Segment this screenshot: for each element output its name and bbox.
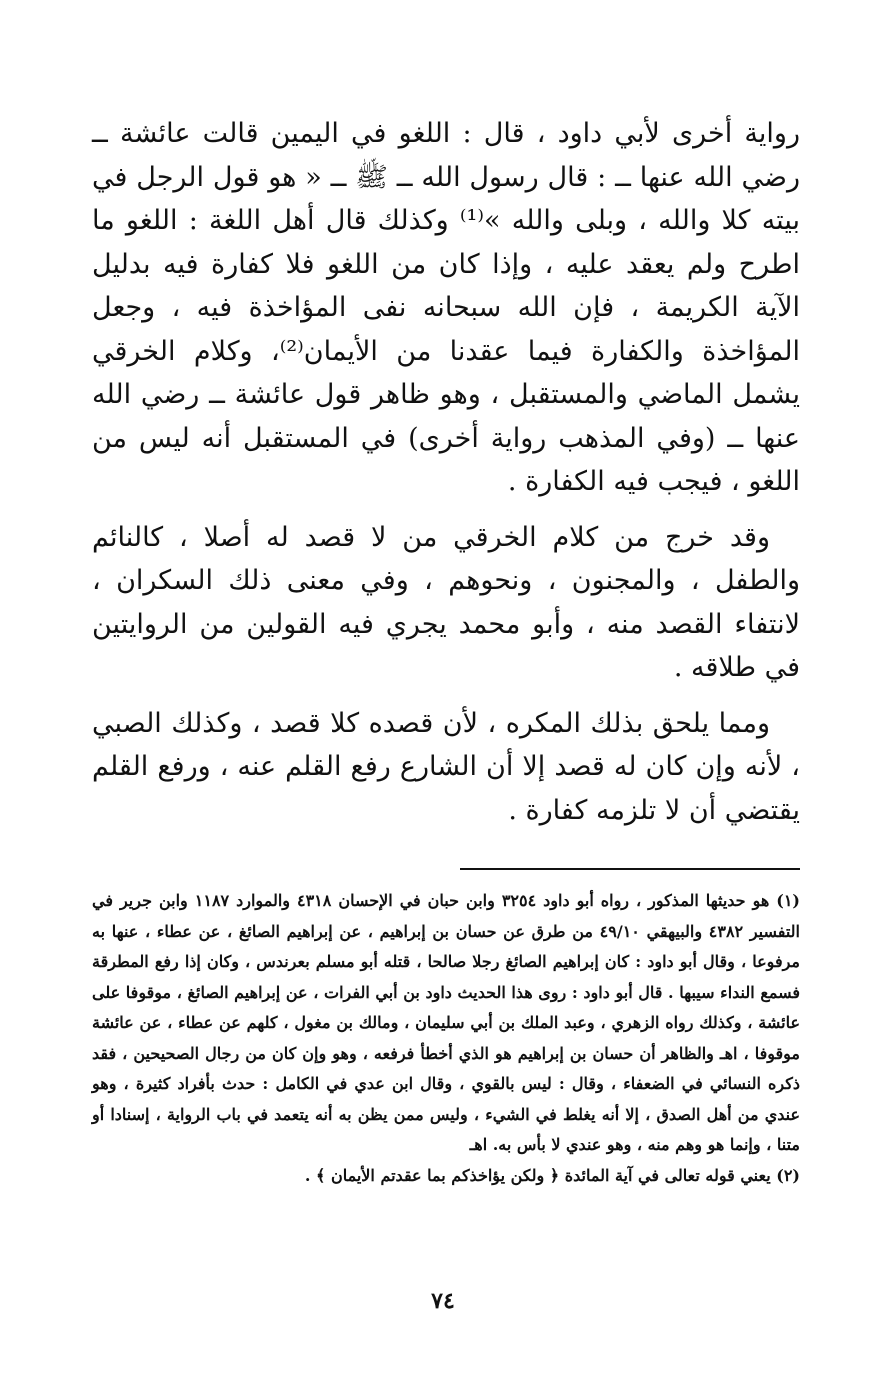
footnotes: [92, 886, 800, 1191]
footnote-2: (٢) يعني قوله تعالى في آية المائدة ﴿ ولكن يؤاخذكم بما عقدتم الأيمان ﴾ .: [304, 1165, 800, 1185]
paragraph: رواية أخرى لأبي داود ، قال : اللغو في اليمين قالت عائشة ــ رضي الله عنها ــ : قال رسول الله ــ ﷺ ــ « هو قول الرجل في بيته كلا والله ، وبلى والله »⁽¹⁾ وكذلك قال أهل اللغة : اللغو ما اطرح ولم يعقد عليه ، وإذا كان من اللغو فلا كفارة فيه بدليل الآية الكريمة ، فإن الله سبحانه نفى المؤاخذة فيه ، وجعل المؤاخذة والكفارة فيما عقدنا من الأيمان⁽²⁾، وكلام الخرقي يشمل الماضي والمستقبل ، وهو ظاهر قول عائشة ــ رضي الله عنها ــ (وفي المذهب رواية أخرى) في المستقبل أنه ليس من اللغو ، فيجب فيه الكفارة .: [92, 118, 800, 497]
page-number: ٧٤: [431, 1288, 455, 1314]
paragraph: وقد خرج من كلام الخرقي من لا قصد له أصلا ، كالنائم والطفل ، والمجنون ، ونحوهم ، وفي معنى ذلك السكران ، لانتفاء القصد منه ، وأبو محمد يجري فيه القولين من الروايتين في طلاقه .: [92, 521, 800, 683]
paragraph: ومما يلحق بذلك المكره ، لأن قصده كلا قصد ، وكذلك الصبي ، لأنه وإن كان له قصد إلا أن الشارع رفع القلم عنه ، ورفع القلم يقتضي أن لا تلزمه كفارة .: [92, 707, 800, 826]
footnote-1: (١) هو حديثها المذكور ، رواه أبو داود ٣٢٥٤ وابن حبان في الإحسان ٤٣١٨ والموارد ١١٨٧ وابن جرير في التفسير ٤٣٨٢ والبيهقي ٤٩/١٠ من طرق عن حسان بن إبراهيم ، عن إبراهيم الصائغ ، عن عطاء ، عنها به مرفوعا ، وقال أبو داود : كان إبراهيم الصائغ رجلا صالحا ، قتله أبو مسلم بعرندس ، وكان إذا رفع المطرقة فسمع النداء سيبها . قال أبو داود : روى هذا الحديث داود بن أبي الفرات ، عن إبراهيم الصائغ ، موقوفا على عائشة ، وكذلك رواه الزهري ، وعبد الملك بن أبي سليمان ، ومالك بن مغول ، كلهم عن عطاء ، عن عائشة موقوفا ، اهـ والظاهر أن حسان بن إبراهيم هو الذي أخطأ فرفعه ، وهو وإن كان من رجال الصحيحين ، فقد ذكره النسائي في الضعفاء ، وقال : ليس بالقوي ، وقال ابن عدي في الكامل : حدث بأفراد كثيرة ، وهو عندي من أهل الصدق ، إلا أنه يغلط في الشيء ، وليس ممن يظن به أنه يتعمد في باب الرواية ، إسنادا أو متنا ، وإنما هو وهم منه ، وهو عندي لا بأس به. اهـ: [92, 891, 801, 1154]
main-text: [92, 112, 800, 844]
footnote-separator: [460, 868, 800, 870]
